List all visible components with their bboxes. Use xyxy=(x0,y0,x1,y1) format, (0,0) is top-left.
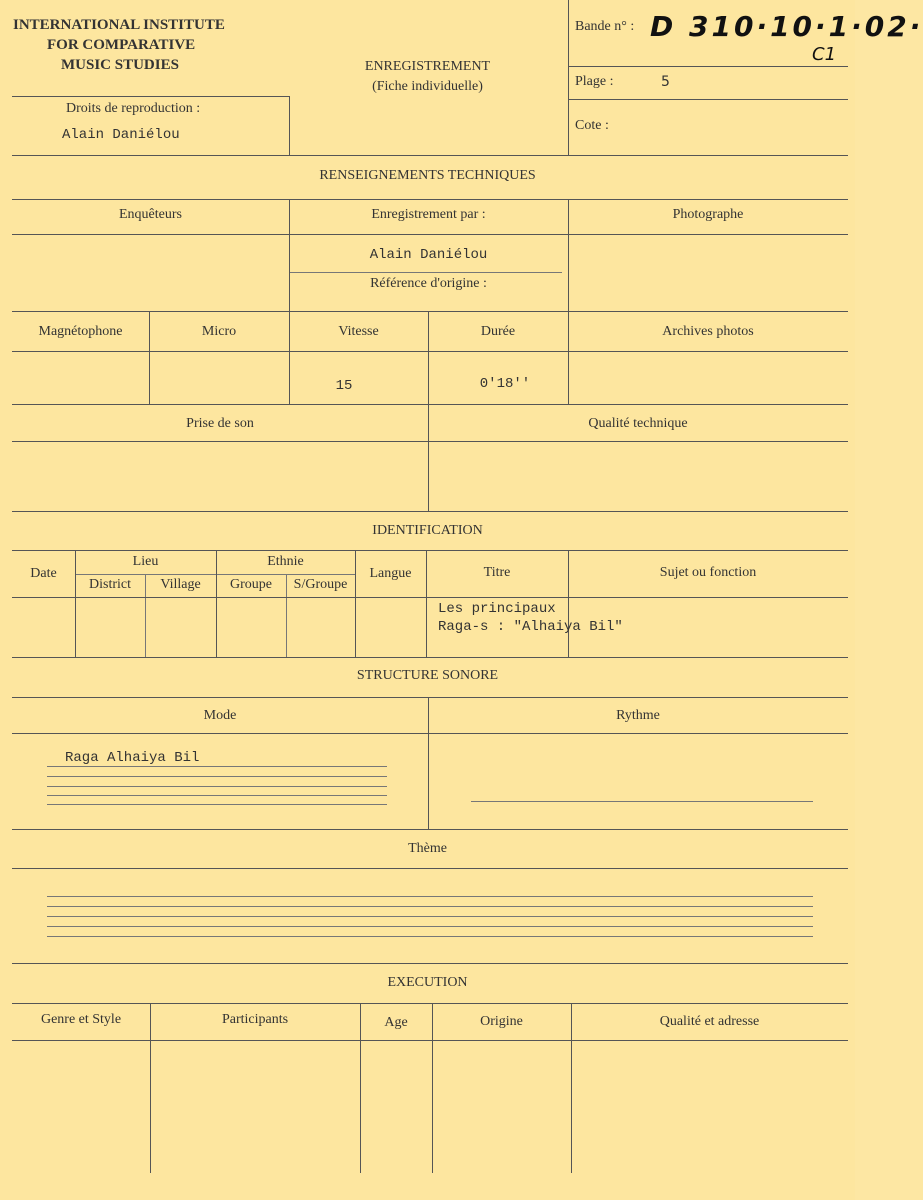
titre-value-1: Les principaux xyxy=(438,601,556,617)
mode-label: Mode xyxy=(203,708,237,723)
district-label: District xyxy=(89,577,131,592)
enregistrement-par-label: Enregistrement par : xyxy=(371,207,486,222)
institute-line2: FOR COMPARATIVE xyxy=(47,37,196,53)
titre-value-2: Raga-s : "Alhaiya Bil" xyxy=(438,619,623,635)
rights-value: Alain Daniélou xyxy=(62,127,180,143)
execution-heading: EXECUTION xyxy=(387,975,468,990)
duree-value: 0'18'' xyxy=(479,376,531,392)
rights-label: Droits de reproduction : xyxy=(66,101,201,116)
qualite-tech-label: Qualité technique xyxy=(588,416,688,431)
rythme-label: Rythme xyxy=(616,708,660,723)
participants-label: Participants xyxy=(221,1012,289,1027)
plage-label: Plage : xyxy=(575,74,614,89)
form-subtitle: (Fiche individuelle) xyxy=(372,79,483,94)
titre-label: Titre xyxy=(483,565,511,580)
identification-heading: IDENTIFICATION xyxy=(372,523,483,538)
form-title: ENREGISTREMENT xyxy=(364,59,491,74)
institute-line1: INTERNATIONAL INSTITUTE xyxy=(13,17,225,33)
header-divider xyxy=(568,0,569,155)
enqueteurs-label: Enquêteurs xyxy=(119,207,182,222)
structure-heading: STRUCTURE SONORE xyxy=(356,668,499,683)
prise-label: Prise de son xyxy=(186,416,254,431)
cote-label: Cote : xyxy=(575,118,609,133)
lieu-label: Lieu xyxy=(132,554,159,569)
genre-label: Genre et Style xyxy=(40,1012,122,1027)
micro-label: Micro xyxy=(201,324,237,339)
sujet-label: Sujet ou fonction xyxy=(659,565,757,580)
technique-heading: RENSEIGNEMENTS TECHNIQUES xyxy=(319,168,536,183)
vitesse-value: 15 xyxy=(335,378,353,394)
sgroupe-label: S/Groupe xyxy=(293,577,348,592)
qualite-adresse-label: Qualité et adresse xyxy=(659,1014,760,1029)
photographe-label: Photographe xyxy=(672,207,744,222)
village-label: Village xyxy=(160,577,201,592)
magnetophone-label: Magnétophone xyxy=(38,324,123,339)
theme-heading: Thème xyxy=(408,841,447,856)
mode-value: Raga Alhaiya Bil xyxy=(65,750,200,766)
groupe-label: Groupe xyxy=(230,577,272,592)
ethnie-label: Ethnie xyxy=(267,554,304,569)
bande-value: D 310·10·1·02· xyxy=(650,10,923,43)
bande-label: Bande n° : xyxy=(575,19,635,34)
reference-label: Référence d'origine : xyxy=(370,276,487,291)
vitesse-label: Vitesse xyxy=(338,324,379,339)
duree-label: Durée xyxy=(480,324,516,339)
archives-label: Archives photos xyxy=(662,324,754,339)
origine-label: Origine xyxy=(480,1014,523,1029)
bande-suffix: C1 xyxy=(812,44,837,65)
date-label: Date xyxy=(30,566,57,581)
langue-label: Langue xyxy=(369,566,412,581)
institute-line3: MUSIC STUDIES xyxy=(61,57,179,73)
plage-value: 5 xyxy=(661,74,670,90)
recorder-name: Alain Daniélou xyxy=(369,247,488,263)
age-label: Age xyxy=(384,1015,408,1030)
